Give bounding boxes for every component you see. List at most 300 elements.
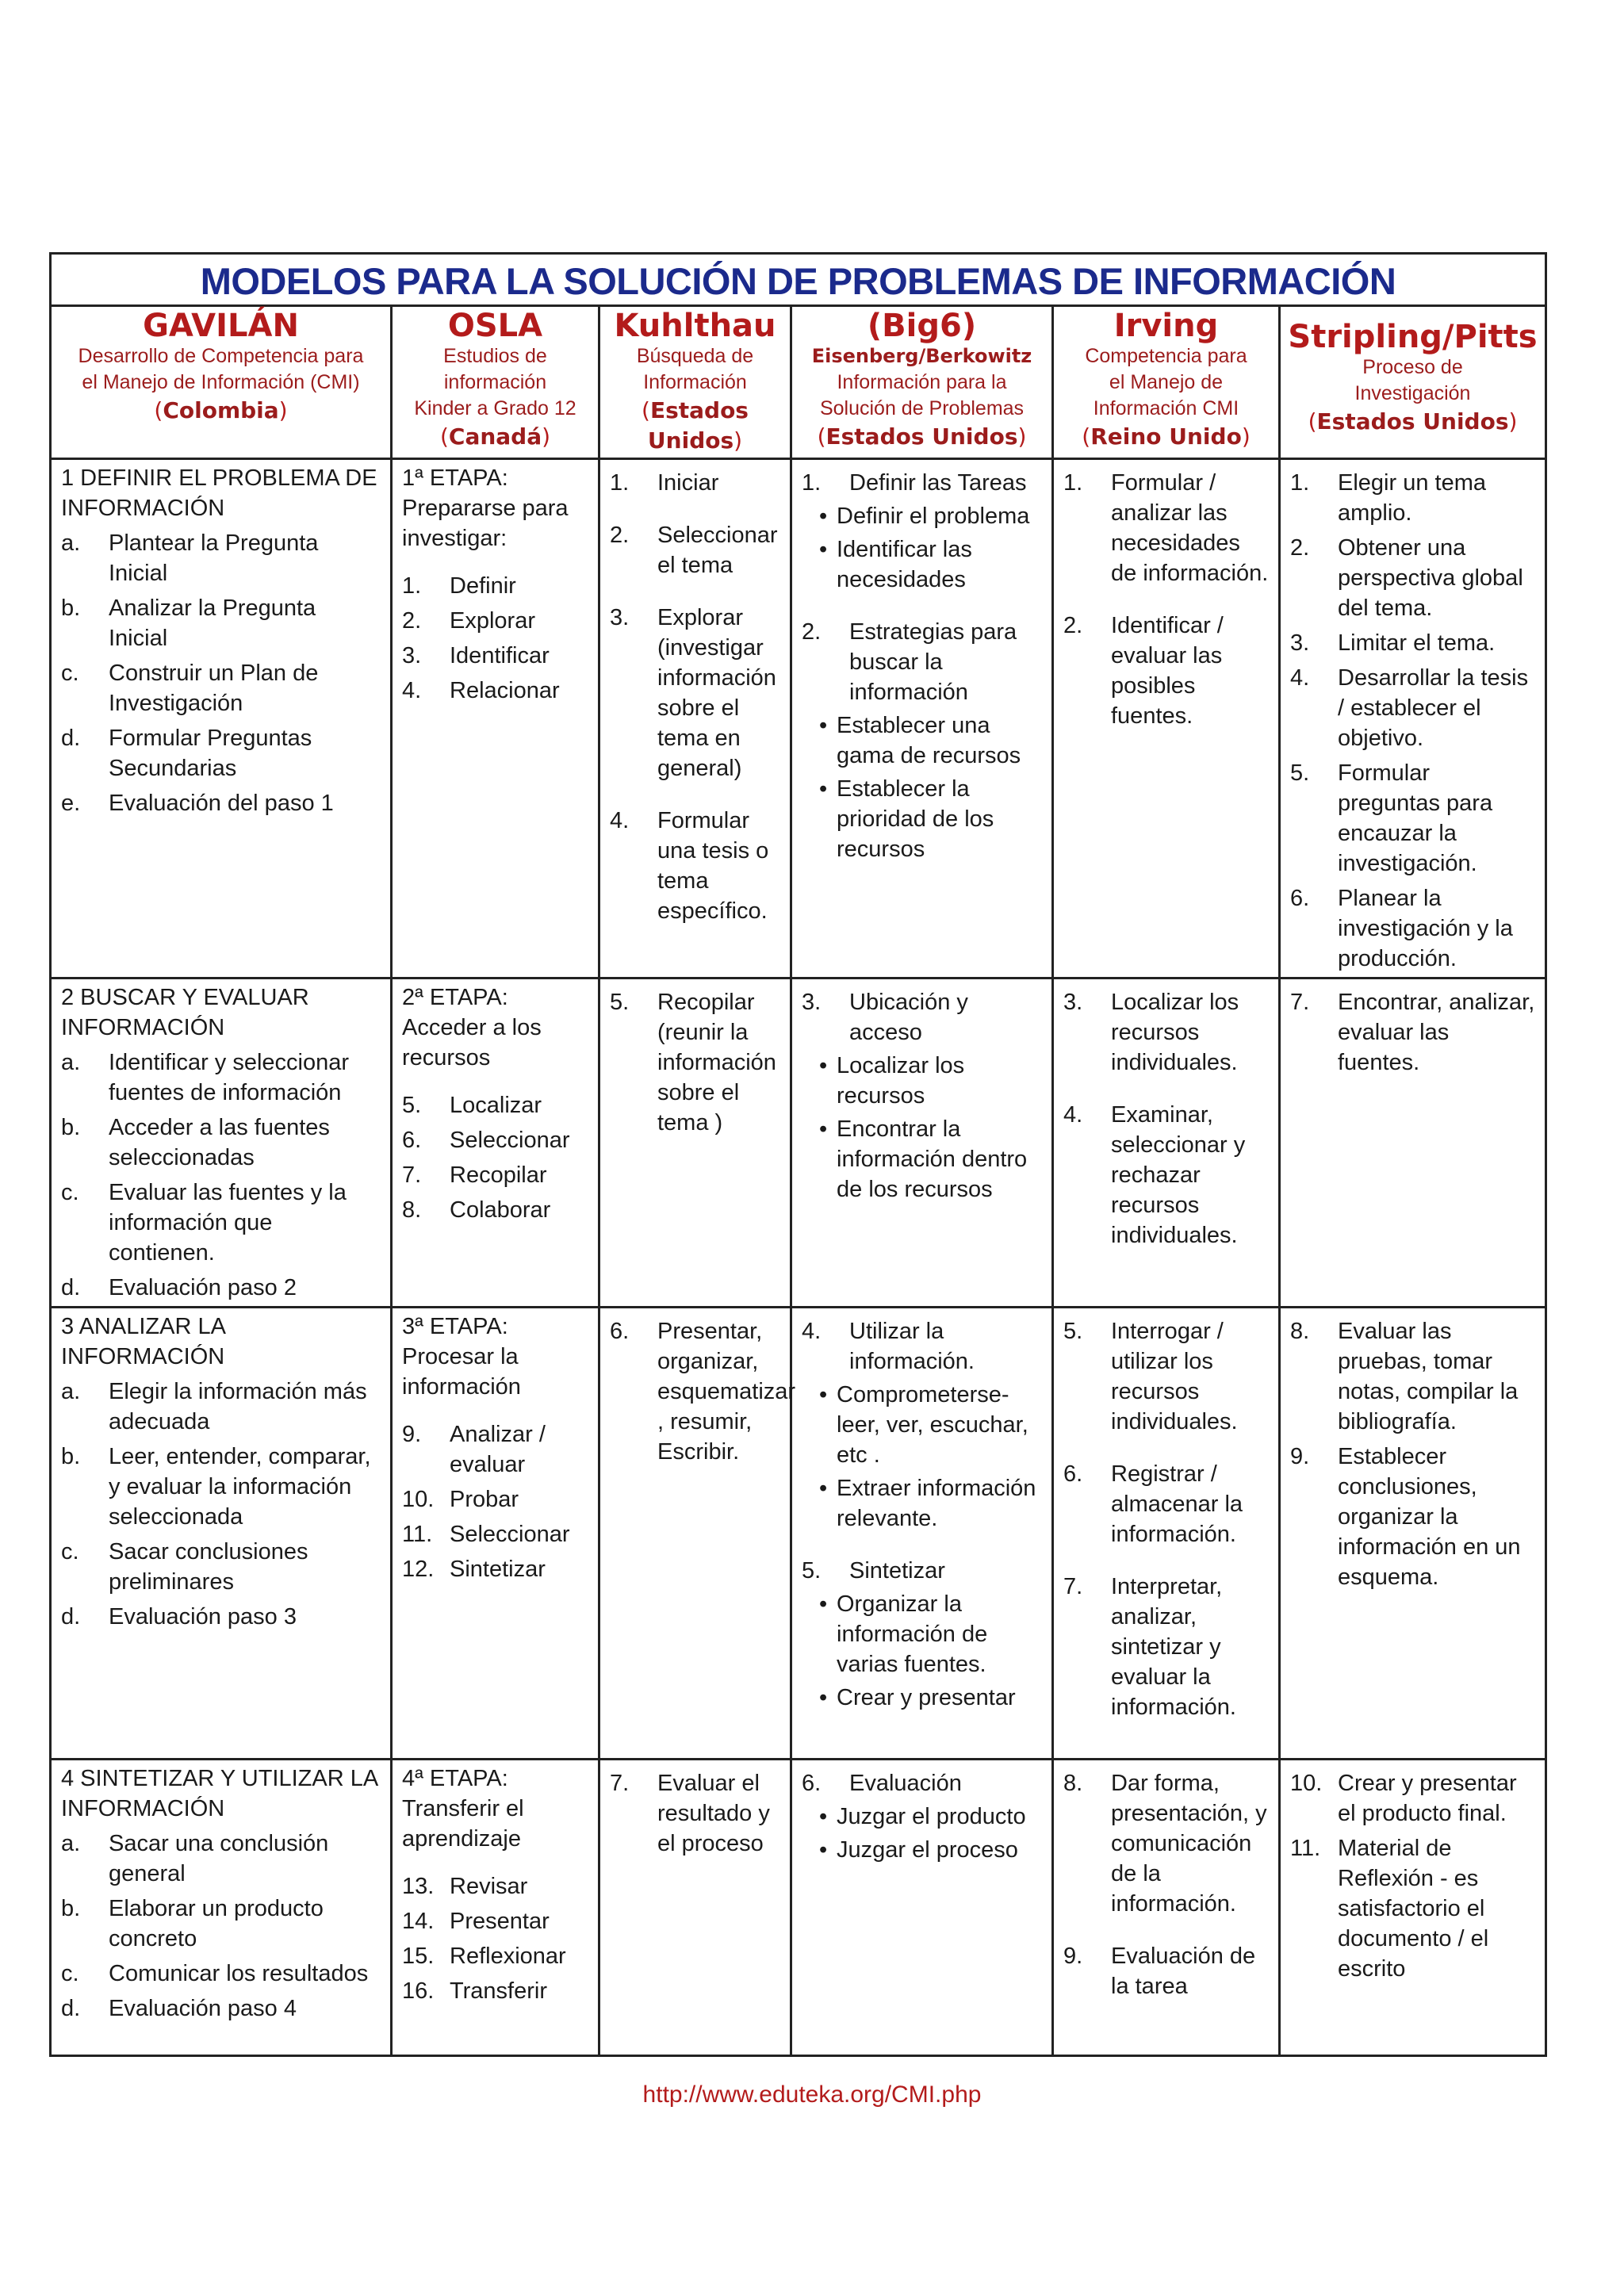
list-item [610, 987, 780, 1138]
list-marker: a. [61, 530, 81, 556]
list-text: Formular preguntas para encauzar la investigación. [1338, 760, 1493, 876]
bullet-item [802, 1380, 1042, 1470]
list-item [402, 641, 588, 671]
list-text: Formular una tesis o tema específico. [657, 808, 769, 924]
table-row [51, 459, 1546, 978]
list-marker: 1. [1063, 470, 1083, 496]
list-marker: 3. [402, 643, 422, 668]
list-item [402, 1195, 588, 1225]
spacer [402, 1073, 588, 1086]
list-text: Colaborar [450, 1197, 551, 1223]
bullet-icon: • [819, 1591, 828, 1617]
column-country: (Estados Unidos) [1308, 408, 1518, 435]
list-text: Identificar [450, 643, 550, 668]
list-text: Recopilar (reunir la información sobre el tema ) [657, 990, 776, 1136]
bullet-text: Organizar la información de varias fuentes. [837, 1591, 988, 1677]
cell-big6 [791, 978, 1053, 1308]
list-item [1063, 611, 1269, 731]
cell-big6 [791, 459, 1053, 978]
list-text: Sintetizar [450, 1557, 546, 1582]
list-marker: 3. [1063, 990, 1083, 1015]
list-text: Seleccionar [450, 1522, 570, 1547]
list-marker: 11. [402, 1522, 433, 1547]
cell-irving [1053, 978, 1280, 1308]
cell-stripling [1280, 1760, 1546, 2056]
cell-kuhlthau [599, 978, 791, 1308]
list-marker: a. [61, 1379, 81, 1404]
list-text: Plantear la Pregunta Inicial [109, 530, 319, 586]
list-item [61, 1047, 381, 1108]
list-marker: c. [61, 1180, 79, 1205]
list-marker: 5. [1063, 1319, 1083, 1344]
list-text: Limitar el tema. [1338, 630, 1496, 656]
bullet-icon: • [819, 776, 828, 802]
title-cell [51, 254, 1546, 306]
list-item [610, 468, 780, 498]
list-marker: d. [61, 1275, 81, 1300]
column-subtitle: Solución de Problemas [819, 397, 1025, 419]
list-item [802, 617, 1042, 707]
cell-gavilan [51, 459, 392, 978]
column-subtitle: Desarrollo de Competencia para [78, 345, 364, 367]
column-subtitle: el Manejo de [1109, 371, 1224, 393]
list-text: Formular / analizar las necesidades de información. [1111, 470, 1269, 586]
column-subtitle: Información [643, 371, 747, 393]
bullet-text: Comprometerse- leer, ver, escuchar, etc . [837, 1382, 1028, 1468]
list-marker: c. [61, 1961, 79, 1986]
list-text: Reflexionar [450, 1944, 566, 1969]
cell-big6 [791, 1308, 1053, 1760]
list-marker: b. [61, 1896, 81, 1921]
list-item [610, 520, 780, 580]
list-marker: 4. [402, 678, 422, 703]
list-text: Material de Reflexión - es satisfactorio el documento / el escrito [1338, 1836, 1489, 1982]
column-subtitle: Estudios de [443, 345, 547, 367]
list-text: Seleccionar el tema [657, 523, 778, 578]
list-marker: c. [61, 1539, 79, 1564]
cell-osla [392, 978, 599, 1308]
column-subtitle: Información para la [837, 371, 1007, 393]
list-marker: d. [61, 1604, 81, 1630]
list-item [61, 1602, 381, 1632]
list-item [1063, 1459, 1269, 1549]
list-text: Evaluación del paso 1 [109, 791, 334, 816]
list-text: Iniciar [657, 470, 719, 496]
cell-kuhlthau [599, 1308, 796, 1760]
list-marker: 13. [402, 1874, 435, 1899]
list-marker: 10. [402, 1487, 435, 1512]
list-item [1290, 883, 1535, 974]
list-item [61, 1377, 381, 1437]
list-marker: 2. [1290, 535, 1310, 561]
bullet-icon: • [819, 1476, 828, 1501]
list-item [61, 1959, 381, 1989]
list-item [1290, 1316, 1535, 1437]
cell-stripling [1280, 1308, 1546, 1760]
list-text: Elegir un tema amplio. [1338, 470, 1486, 526]
list-marker: 14. [402, 1909, 435, 1934]
bullet-icon: • [819, 1382, 828, 1407]
bullet-icon: • [819, 1053, 828, 1078]
list-item [61, 1894, 381, 1954]
list-text: Seleccionar [450, 1128, 570, 1153]
list-item [1290, 628, 1535, 658]
list-item [402, 1090, 588, 1120]
list-marker: 8. [1063, 1771, 1083, 1796]
list-text: Sintetizar [849, 1558, 945, 1584]
column-header-gavilan [51, 306, 392, 459]
column-country: (Canadá) [439, 423, 551, 450]
list-text: Explorar [450, 608, 535, 634]
list-text: Presentar [450, 1909, 550, 1934]
list-text: Analizar / evaluar [450, 1422, 546, 1477]
list-text: Encontrar, analizar, evaluar las fuentes. [1338, 990, 1535, 1075]
spacer [402, 1854, 588, 1867]
spacer [402, 553, 588, 566]
list-marker: 6. [802, 1771, 822, 1796]
list-text: Evaluación paso 2 [109, 1275, 297, 1300]
list-marker: 7. [610, 1771, 630, 1796]
bullet-icon: • [819, 1685, 828, 1710]
list-marker: d. [61, 1996, 81, 2021]
bullet-item [802, 1835, 1042, 1865]
list-item [402, 1554, 588, 1584]
bullet-item [802, 1802, 1042, 1832]
list-item [610, 603, 780, 783]
cell-irving [1053, 459, 1280, 978]
list-text: Comunicar los resultados [109, 1961, 369, 1986]
list-item [61, 528, 381, 588]
list-item [402, 1976, 588, 2006]
bullet-text: Establecer la prioridad de los recursos [837, 776, 994, 862]
list-text: Probar [450, 1487, 519, 1512]
column-header-stripling [1280, 306, 1546, 459]
column-name: (Big6) [867, 308, 977, 344]
list-item [1290, 987, 1535, 1078]
list-item [61, 1113, 381, 1173]
list-item [402, 1906, 588, 1936]
column-country: (Estados Unidos) [817, 423, 1027, 450]
list-item [402, 606, 588, 636]
list-marker: b. [61, 1115, 81, 1140]
list-text: Obtener una perspectiva global del tema. [1338, 535, 1523, 621]
list-text: Desarrollar la tesis / establecer el objetivo. [1338, 665, 1529, 751]
list-marker: 3. [1290, 630, 1310, 656]
list-item [1063, 1316, 1269, 1437]
list-marker: d. [61, 726, 81, 751]
bullet-text: Juzgar el proceso [837, 1837, 1018, 1863]
models-table [49, 252, 1547, 2057]
bullet-item [802, 1051, 1042, 1111]
list-marker: 5. [610, 990, 630, 1015]
cell-osla [392, 459, 599, 978]
list-item [61, 1273, 381, 1303]
list-item [1063, 1768, 1269, 1919]
list-marker: 6. [402, 1128, 422, 1153]
list-item [402, 1484, 588, 1515]
list-text: Utilizar la información. [849, 1319, 975, 1374]
list-text: Leer, entender, comparar, y evaluar la información seleccionada [109, 1444, 371, 1530]
list-text: Identificar / evaluar las posibles fuentes. [1111, 613, 1224, 729]
list-text: Construir un Plan de Investigación [109, 661, 319, 716]
list-item [1290, 1768, 1535, 1829]
list-marker: 3. [610, 605, 630, 630]
bullet-item [802, 1114, 1042, 1204]
list-text: Establecer conclusiones, organizar la información en un esquema. [1338, 1444, 1521, 1590]
header-row [51, 306, 1546, 459]
list-text: Interpretar, analizar, sintetizar y evaluar la información. [1111, 1574, 1236, 1720]
column-country: (Reino Unido) [1082, 423, 1251, 450]
list-marker: 2. [402, 608, 422, 634]
cell-stripling [1280, 459, 1546, 978]
list-marker: a. [61, 1050, 81, 1075]
list-item [802, 1316, 1042, 1377]
list-item [1290, 1442, 1535, 1592]
list-marker: 1. [610, 470, 630, 496]
list-text: Evaluación paso 4 [109, 1996, 297, 2021]
list-item [1063, 1572, 1269, 1722]
column-header-irving [1053, 306, 1280, 459]
bullet-item [802, 710, 1042, 771]
bullet-text: Localizar los recursos [837, 1053, 965, 1109]
list-item [61, 1442, 381, 1532]
bullet-item [802, 1473, 1042, 1534]
list-marker: 7. [1290, 990, 1310, 1015]
bullet-text: Juzgar el producto [837, 1804, 1026, 1829]
cell-irving [1053, 1308, 1280, 1760]
table-row [51, 978, 1546, 1308]
list-item [402, 1419, 588, 1480]
list-marker: 9. [1290, 1444, 1310, 1469]
list-item [802, 1556, 1042, 1586]
list-text: Evaluación paso 3 [109, 1604, 297, 1630]
list-text: Localizar [450, 1093, 542, 1118]
step-heading: 1 DEFINIR EL PROBLEMA DE INFORMACIÓN [61, 465, 377, 521]
list-text: Ubicación y acceso [849, 990, 968, 1045]
cell-stripling [1280, 978, 1546, 1308]
list-text: Revisar [450, 1874, 528, 1899]
list-marker: 6. [1063, 1461, 1083, 1487]
list-marker: 11. [1290, 1836, 1321, 1861]
list-item [402, 1871, 588, 1901]
bullet-text: Extraer información relevante. [837, 1476, 1036, 1531]
spacer [402, 1402, 588, 1415]
source-link[interactable]: http://www.eduteka.org/CMI.php [642, 2081, 982, 2108]
list-marker: 3. [802, 990, 822, 1015]
bullet-icon: • [819, 1837, 828, 1863]
column-name: Irving [1113, 308, 1219, 344]
cell-gavilan [51, 978, 392, 1308]
list-item [61, 1993, 381, 2024]
step-heading: 4 SINTETIZAR Y UTILIZAR LA INFORMACIÓN [61, 1766, 377, 1821]
list-marker: 2. [802, 619, 822, 645]
list-marker: 15. [402, 1944, 435, 1969]
list-item [1063, 987, 1269, 1078]
list-marker: 6. [1290, 886, 1310, 911]
cell-gavilan [51, 1760, 392, 2056]
column-header-big6 [791, 306, 1053, 459]
list-marker: 8. [402, 1197, 422, 1223]
column-subtitle: información [443, 371, 547, 393]
list-item [402, 1160, 588, 1190]
list-marker: c. [61, 661, 79, 686]
bullet-text: Definir el problema [837, 504, 1030, 529]
list-item [61, 1829, 381, 1889]
column-name: Kuhlthau [614, 308, 776, 344]
list-item [1063, 1100, 1269, 1250]
list-marker: 1. [402, 573, 422, 599]
list-text: Elaborar un producto concreto [109, 1896, 324, 1951]
column-header-kuhlthau [599, 306, 791, 459]
bullet-icon: • [819, 537, 828, 562]
bullet-text: Establecer una gama de recursos [837, 713, 1021, 768]
list-marker: 5. [802, 1558, 822, 1584]
list-marker: 2. [610, 523, 630, 548]
list-marker: 4. [610, 808, 630, 833]
list-item [61, 1537, 381, 1597]
list-item [402, 1519, 588, 1549]
cell-irving [1053, 1760, 1280, 2056]
column-name: OSLA [447, 308, 543, 344]
column-country: (Colombia) [154, 397, 288, 423]
list-text: Evaluar las pruebas, tomar notas, compilar la bibliografía. [1338, 1319, 1519, 1434]
bullet-item [802, 1589, 1042, 1679]
list-text: Crear y presentar el producto final. [1338, 1771, 1517, 1826]
list-text: Identificar y seleccionar fuentes de información [109, 1050, 350, 1105]
list-text: Explorar (investigar información sobre el tema en general) [657, 605, 776, 781]
list-text: Acceder a las fuentes seleccionadas [109, 1115, 330, 1170]
cell-osla [392, 1760, 599, 2056]
list-text: Elegir la información más adecuada [109, 1379, 367, 1434]
bullet-item [802, 501, 1042, 531]
list-item [610, 1768, 780, 1859]
column-subtitle: el Manejo de Información (CMI) [82, 371, 360, 393]
list-item [402, 1941, 588, 1971]
list-text: Recopilar [450, 1162, 547, 1188]
list-marker: 5. [402, 1093, 422, 1118]
list-item [402, 571, 588, 601]
list-marker: 16. [402, 1978, 435, 2004]
list-marker: 12. [402, 1557, 435, 1582]
column-name: GAVILÁN [143, 308, 299, 344]
list-marker: 4. [1063, 1102, 1083, 1128]
list-marker: e. [61, 791, 81, 816]
list-marker: 8. [1290, 1319, 1310, 1344]
list-text: Transferir [450, 1978, 547, 2004]
list-item [802, 468, 1042, 498]
list-item [610, 806, 780, 926]
list-marker: 10. [1290, 1771, 1323, 1796]
bullet-item [802, 1683, 1042, 1713]
list-item [1290, 533, 1535, 623]
list-item [61, 788, 381, 818]
cell-big6 [791, 1760, 1053, 2056]
list-marker: 1. [1290, 470, 1310, 496]
column-subtitle: Búsqueda de [636, 345, 754, 367]
list-marker: 4. [1290, 665, 1310, 691]
list-text: Estrategias para buscar la información [849, 619, 1017, 705]
step-heading: 3ª ETAPA: Procesar la información [402, 1314, 521, 1400]
step-heading: 2ª ETAPA: Acceder a los recursos [402, 985, 542, 1070]
list-marker: 9. [402, 1422, 422, 1447]
page-title: MODELOS PARA LA SOLUCIÓN DE PROBLEMAS DE INFORMACIÓN [200, 260, 1396, 302]
cell-osla [392, 1308, 599, 1760]
list-item [1290, 663, 1535, 753]
list-text: Evaluar el resultado y el proceso [657, 1771, 770, 1856]
list-item [61, 1178, 381, 1268]
list-item [1063, 1941, 1269, 2001]
list-text: Analizar la Pregunta Inicial [109, 596, 316, 651]
list-text: Interrogar / utilizar los recursos individuales. [1111, 1319, 1238, 1434]
column-subtitle: Información CMI [1093, 397, 1239, 419]
list-marker: 7. [402, 1162, 422, 1188]
bullet-text: Identificar las necesidades [837, 537, 972, 592]
bullet-item [802, 774, 1042, 864]
table-row [51, 1308, 1546, 1760]
list-text: Presentar, organizar, esquematizar , resumir, Escribir. [657, 1319, 796, 1465]
bullet-text: Crear y presentar [837, 1685, 1016, 1710]
list-marker: 6. [610, 1319, 630, 1344]
list-item [61, 658, 381, 718]
list-item [1290, 758, 1535, 879]
list-marker: b. [61, 1444, 81, 1469]
column-subtitle: Kinder a Grado 12 [414, 397, 576, 419]
list-text: Relacionar [450, 678, 560, 703]
list-item [610, 1316, 796, 1467]
list-marker: 7. [1063, 1574, 1083, 1599]
list-item [1063, 468, 1269, 588]
bullet-icon: • [819, 713, 828, 738]
cell-kuhlthau [599, 1760, 791, 2056]
step-heading: 1ª ETAPA: Prepararse para investigar: [402, 465, 569, 551]
bullet-icon: • [819, 504, 828, 529]
column-name: Stripling/Pitts [1288, 319, 1538, 355]
column-country: (Estados Unidos) [642, 397, 749, 454]
list-marker: 5. [1290, 760, 1310, 786]
list-text: Evaluación de la tarea [1111, 1944, 1256, 1999]
list-marker: a. [61, 1831, 81, 1856]
list-text: Sacar una conclusión general [109, 1831, 329, 1886]
list-text: Formular Preguntas Secundarias [109, 726, 312, 781]
list-item [61, 593, 381, 653]
column-subtitle: Investigación [1354, 382, 1471, 404]
column-header-osla [392, 306, 599, 459]
list-item [402, 676, 588, 706]
list-item [402, 1125, 588, 1155]
list-text: Dar forma, presentación, y comunicación de la información. [1111, 1771, 1267, 1917]
list-text: Sacar conclusiones preliminares [109, 1539, 308, 1595]
list-text: Evaluar las fuentes y la información que contienen. [109, 1180, 347, 1266]
bullet-item [802, 534, 1042, 595]
list-marker: b. [61, 596, 81, 621]
bullet-icon: • [819, 1804, 828, 1829]
list-text: Definir las Tareas [849, 470, 1027, 496]
step-heading: 3 ANALIZAR LA INFORMACIÓN [61, 1314, 225, 1369]
list-marker: 1. [802, 470, 822, 496]
step-heading: 2 BUSCAR Y EVALUAR INFORMACIÓN [61, 985, 309, 1040]
list-item [1290, 468, 1535, 528]
list-text: Evaluación [849, 1771, 962, 1796]
list-item [61, 723, 381, 783]
column-subtitle: Competencia para [1085, 345, 1247, 367]
list-text: Registrar / almacenar la información. [1111, 1461, 1243, 1547]
table-row [51, 1760, 1546, 2056]
list-item [1290, 1833, 1535, 1984]
cell-kuhlthau [599, 459, 791, 978]
list-item [802, 987, 1042, 1047]
list-marker: 4. [802, 1319, 822, 1344]
column-authors: Eisenberg/Berkowitz [811, 345, 1032, 367]
